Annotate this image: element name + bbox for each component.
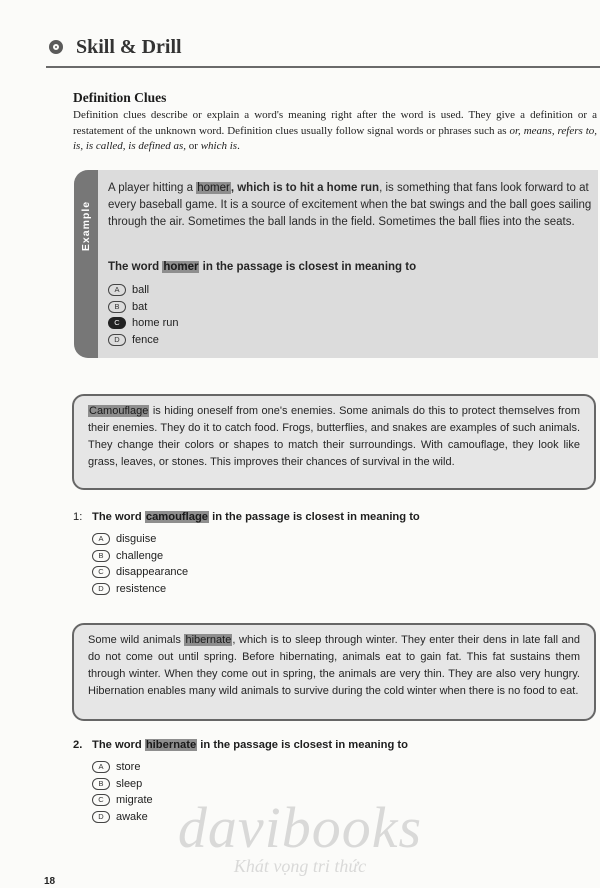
passage-text: Some wild animals — [88, 634, 185, 646]
choice-text: store — [116, 761, 141, 774]
answer-choice[interactable] — [92, 792, 153, 809]
choice-letter-circle: D — [92, 811, 110, 823]
choice-text: migrate — [116, 794, 153, 807]
watermark — [150, 795, 450, 877]
answer-choice-selected[interactable] — [108, 315, 178, 332]
question-number: 2. — [73, 739, 83, 751]
highlighted-word: homer — [197, 182, 230, 194]
header-title: Skill & Drill — [76, 36, 182, 58]
example-box — [74, 170, 598, 358]
choice-letter-circle: D — [92, 583, 110, 595]
question-text-rest: in the passage is closest in meaning to — [199, 261, 417, 273]
answer-choice[interactable] — [108, 332, 178, 349]
choice-letter-circle: D — [108, 334, 126, 346]
choice-text: home run — [132, 317, 179, 330]
answer-choice[interactable] — [92, 759, 153, 776]
definition-clue: , which is to hit a home run — [230, 182, 380, 194]
choice-text: ball — [132, 284, 150, 297]
example-choices — [108, 282, 178, 348]
question-text-rest: in the passage is closest in meaning to — [209, 511, 420, 523]
choice-text: challenge — [116, 549, 164, 562]
passage-box-1 — [72, 394, 596, 490]
choice-letter-circle: A — [92, 761, 110, 773]
question-text-rest: in the passage is closest in meaning to — [197, 739, 408, 751]
choice-letter-circle: A — [108, 284, 126, 296]
section-title: Definition Clues — [73, 90, 167, 105]
signal-word-last: which is — [200, 140, 238, 152]
answer-choice[interactable] — [92, 809, 153, 826]
highlighted-word: Camouflage — [89, 405, 149, 417]
example-question — [108, 261, 416, 273]
question-text: The word — [92, 511, 145, 523]
choice-text: bat — [132, 300, 148, 313]
watermark-logo: davibooks — [177, 795, 423, 860]
question-2-choices — [92, 759, 153, 825]
choice-text: sleep — [116, 777, 143, 790]
choice-text: disguise — [116, 533, 157, 546]
highlighted-word: homer — [163, 261, 199, 273]
choice-letter-circle-filled: C — [108, 317, 126, 329]
highlighted-word: hibernate — [185, 634, 232, 646]
example-passage-text: A player hitting a — [108, 182, 197, 194]
answer-choice[interactable] — [108, 299, 178, 316]
choice-letter-circle: B — [92, 778, 110, 790]
page-number: 18 — [44, 876, 56, 887]
example-passage — [108, 180, 592, 231]
choice-letter-circle: A — [92, 533, 110, 545]
question-number: 1: — [73, 511, 83, 523]
passage-box-2 — [72, 623, 596, 721]
question-2 — [73, 739, 408, 751]
answer-choice[interactable] — [92, 531, 188, 548]
answer-choice[interactable] — [92, 776, 153, 793]
highlighted-word: camouflage — [145, 511, 209, 523]
choice-letter-circle: C — [92, 794, 110, 806]
choice-letter-circle: C — [92, 566, 110, 578]
example-tab — [74, 170, 98, 358]
intro-or: or — [186, 140, 201, 152]
choice-letter-circle: B — [92, 550, 110, 562]
example-passage-rest: , is something that fans look forward to at every baseball game. It is a source of excitement when the bat swings and the ball goes sailing through the air. Sometimes the ball lands in the field. Sometimes the ball flies into the seats. — [108, 182, 592, 228]
section-intro — [73, 108, 597, 155]
answer-choice[interactable] — [92, 564, 188, 581]
signal-words: or, means, refers to, is, is called, is defined as, — [73, 124, 597, 152]
question-1 — [73, 511, 420, 523]
choice-text: resistence — [116, 582, 167, 595]
question-text: The word — [92, 739, 145, 751]
page-header — [46, 36, 600, 68]
question-text: The word — [108, 261, 163, 273]
choice-letter-circle: B — [108, 301, 126, 313]
question-1-choices — [92, 531, 188, 597]
example-tab-label: Example — [80, 200, 92, 252]
choice-text: awake — [116, 810, 148, 823]
choice-text: fence — [132, 333, 159, 346]
passage-text: is hiding oneself from one's enemies. Some animals do this to protect themselves from their enemies. They do it to catch food. Frogs, butterflies, and snakes are examples of such animals. They change their colors or shapes to match their surroundings. With camouflage, they look like grass, leaves, or stones. This improves their chances of survival in the wild. — [88, 405, 580, 468]
watermark-tagline: Khát vọng tri thức — [233, 856, 367, 876]
passage-text-rest: , which is to sleep through winter. They enter their dens in late fall and do not come out until spring. Before hibernating, animals eat to gain fat. This fat sustains them through winter. When they come out in spring, the animals are very thin. They are also very hungry. Hibernation enables many wild animals to survive during the cold winter when there is no food to eat. — [88, 634, 580, 697]
highlighted-word: hibernate — [145, 739, 197, 751]
bullet-circle-icon — [49, 40, 63, 54]
answer-choice[interactable] — [108, 282, 178, 299]
intro-end: . — [237, 140, 240, 152]
intro-text: Definition clues describe or explain a word's meaning right after the word is used. They give a definition or a restatement of the unknown word. Definition clues usually follow signal words or phrases such as — [73, 109, 597, 137]
answer-choice[interactable] — [92, 581, 188, 598]
choice-text: disappearance — [116, 566, 189, 579]
answer-choice[interactable] — [92, 548, 188, 565]
